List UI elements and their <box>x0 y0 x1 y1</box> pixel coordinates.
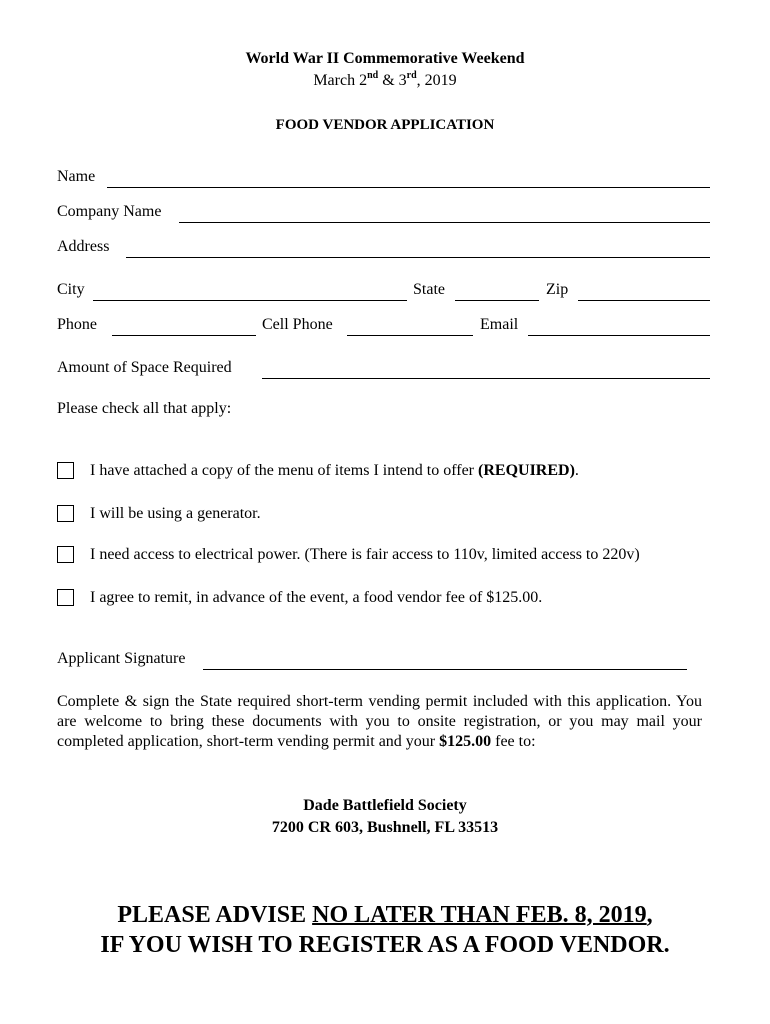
space-row <box>57 357 710 379</box>
mailing-address: 7200 CR 603, Bushnell, FL 33513 <box>271 819 499 836</box>
signature-row <box>57 648 687 670</box>
state-field[interactable] <box>455 299 539 301</box>
name-label: Name <box>57 168 96 185</box>
checklist-text: . <box>574 462 579 479</box>
state-label: State <box>413 281 445 298</box>
zip-label: Zip <box>546 281 569 298</box>
email-field[interactable] <box>528 334 710 336</box>
register-notice: IF YOU WISH TO REGISTER AS A FOOD VENDOR. <box>100 932 670 958</box>
fee-agreement-checkbox[interactable] <box>57 589 74 606</box>
cell-phone-field[interactable] <box>347 334 473 336</box>
deadline-notice <box>0 900 770 930</box>
checklist-item-label: I agree to remit, in advance of the event, a food vendor fee of $125.00. <box>90 589 543 606</box>
name-field[interactable] <box>107 186 710 188</box>
required-note: (REQUIRED) <box>478 462 575 479</box>
address-label: Address <box>57 238 110 255</box>
generator-checkbox[interactable] <box>57 505 74 522</box>
checklist-text: I have attached a copy of the menu of items I intend to offer <box>90 462 479 479</box>
space-field[interactable] <box>262 377 710 379</box>
company-field[interactable] <box>179 221 710 223</box>
company-row <box>57 201 710 223</box>
zip-field[interactable] <box>578 299 710 301</box>
event-date <box>0 72 770 90</box>
electrical-power-checkbox[interactable] <box>57 546 74 563</box>
checklist-item-label: I will be using a generator. <box>90 505 261 522</box>
instructions-paragraph <box>57 692 702 752</box>
form-title: FOOD VENDOR APPLICATION <box>275 117 495 133</box>
menu-attached-checkbox[interactable] <box>57 462 74 479</box>
fee-amount: $125.00 <box>439 733 492 750</box>
contact-row <box>57 314 710 336</box>
address-row <box>57 236 710 258</box>
deadline-date: NO LATER THAN FEB. 8, 2019 <box>312 902 647 928</box>
name-row <box>57 166 710 188</box>
date-part: , 2019 <box>416 72 457 89</box>
email-label: Email <box>480 316 519 333</box>
checklist-item-label <box>90 462 579 480</box>
instructions-text: Complete & sign the State required short-term vending permit included with this application. You are welcome to bring these documents with you to onsite registration, or you may mail your completed application, short-term vending permit and your <box>57 693 702 750</box>
phone-label: Phone <box>57 316 97 333</box>
mailing-org: Dade Battlefield Society <box>303 797 467 814</box>
city-field[interactable] <box>93 299 407 301</box>
city-label: City <box>57 281 85 298</box>
company-label: Company Name <box>57 203 162 220</box>
city-state-zip-row <box>57 279 710 301</box>
checklist-intro: Please check all that apply: <box>57 400 232 417</box>
phone-field[interactable] <box>112 334 256 336</box>
notice-text: , <box>646 902 653 928</box>
date-part: March 2 <box>313 72 368 89</box>
date-ordinal: rd <box>406 70 417 81</box>
signature-label: Applicant Signature <box>57 650 186 667</box>
signature-field[interactable] <box>203 668 687 670</box>
space-label: Amount of Space Required <box>57 359 232 376</box>
address-field[interactable] <box>126 256 710 258</box>
date-ordinal: nd <box>367 70 379 81</box>
instructions-text: fee to: <box>491 733 536 750</box>
cell-phone-label: Cell Phone <box>262 316 333 333</box>
event-title: World War II Commemorative Weekend <box>245 50 525 67</box>
notice-text: PLEASE ADVISE <box>117 902 313 928</box>
checklist-item-label: I need access to electrical power. (There is fair access to 110v, limited access to 220v) <box>90 546 640 563</box>
date-part: & 3 <box>378 72 407 89</box>
